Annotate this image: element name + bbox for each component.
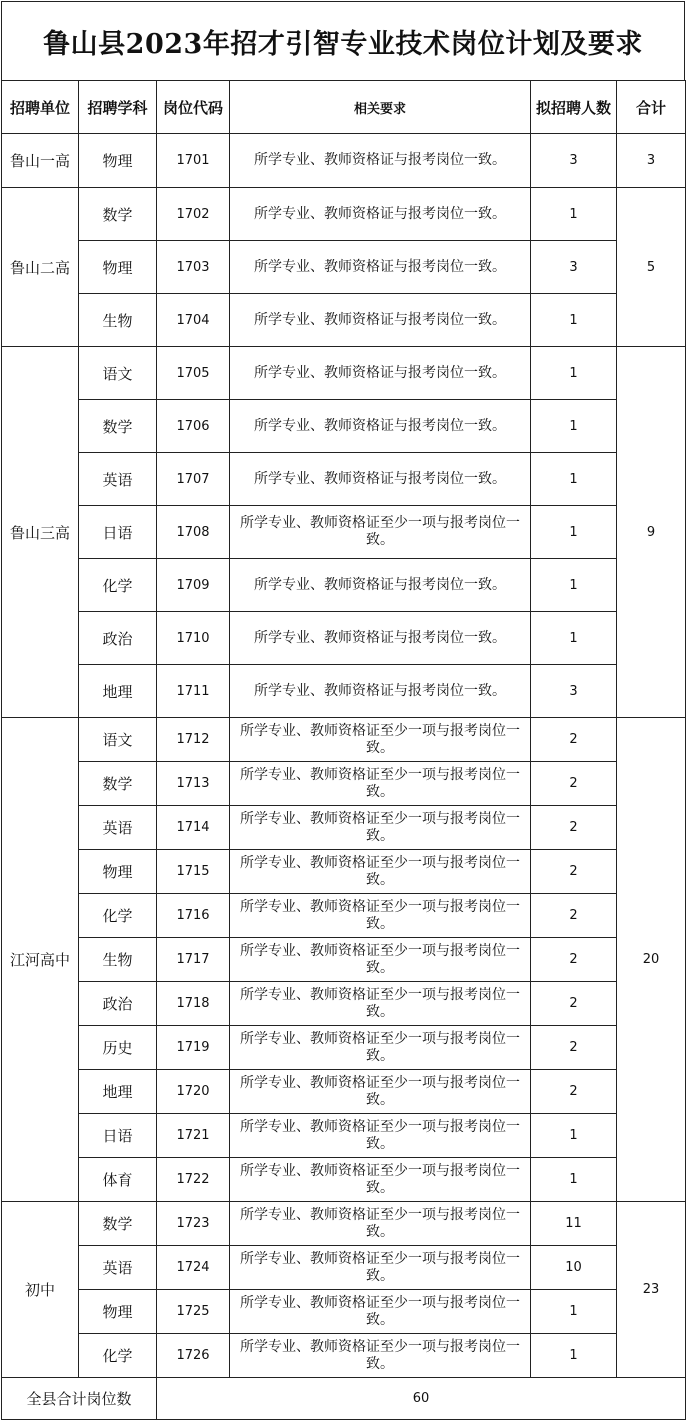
- group-total-cell: 23: [617, 1202, 686, 1378]
- subject-cell: 政治: [79, 612, 157, 665]
- position-code-cell: 1712: [157, 718, 230, 762]
- requirement-cell: 所学专业、教师资格证至少一项与报考岗位一致。: [230, 1114, 531, 1158]
- subject-cell: 数学: [79, 400, 157, 453]
- table-row: [2, 347, 686, 400]
- subject-cell: 数学: [79, 762, 157, 806]
- table-row: [2, 612, 686, 665]
- position-code-cell: 1707: [157, 453, 230, 506]
- table-row: [2, 762, 686, 806]
- position-code-cell: 1709: [157, 559, 230, 612]
- requirement-cell: 所学专业、教师资格证至少一项与报考岗位一致。: [230, 718, 531, 762]
- header-total: 合计: [617, 81, 686, 134]
- hiring-count-cell: 1: [531, 506, 617, 559]
- group-total-cell: 9: [617, 347, 686, 718]
- hiring-count-cell: 2: [531, 982, 617, 1026]
- hiring-count-cell: 1: [531, 347, 617, 400]
- position-code-cell: 1706: [157, 400, 230, 453]
- requirement-cell: 所学专业、教师资格证与报考岗位一致。: [230, 188, 531, 241]
- subject-cell: 数学: [79, 1202, 157, 1246]
- position-code-cell: 1710: [157, 612, 230, 665]
- requirement-cell: 所学专业、教师资格证与报考岗位一致。: [230, 400, 531, 453]
- requirement-cell: 所学专业、教师资格证与报考岗位一致。: [230, 294, 531, 347]
- position-code-cell: 1711: [157, 665, 230, 718]
- hiring-count-cell: 2: [531, 894, 617, 938]
- table-row: [2, 453, 686, 506]
- position-code-cell: 1713: [157, 762, 230, 806]
- hiring-count-cell: 1: [531, 453, 617, 506]
- requirement-cell: 所学专业、教师资格证至少一项与报考岗位一致。: [230, 894, 531, 938]
- subject-cell: 物理: [79, 241, 157, 294]
- position-code-cell: 1723: [157, 1202, 230, 1246]
- subject-cell: 地理: [79, 665, 157, 718]
- hiring-count-cell: 1: [531, 559, 617, 612]
- requirement-cell: 所学专业、教师资格证至少一项与报考岗位一致。: [230, 1202, 531, 1246]
- unit-cell: 鲁山一高: [2, 134, 79, 188]
- position-code-cell: 1722: [157, 1158, 230, 1202]
- unit-cell: 鲁山三高: [2, 347, 79, 718]
- table-row: [2, 559, 686, 612]
- table-row: [2, 1114, 686, 1158]
- hiring-count-cell: 1: [531, 294, 617, 347]
- requirement-cell: 所学专业、教师资格证至少一项与报考岗位一致。: [230, 850, 531, 894]
- table-row: [2, 1070, 686, 1114]
- grand-total-value: 60: [157, 1378, 686, 1420]
- table-row: [2, 1290, 686, 1334]
- table-body: [2, 134, 686, 1378]
- table-row: [2, 938, 686, 982]
- subject-cell: 英语: [79, 806, 157, 850]
- table-row: [2, 294, 686, 347]
- hiring-count-cell: 1: [531, 1114, 617, 1158]
- requirement-cell: 所学专业、教师资格证与报考岗位一致。: [230, 134, 531, 188]
- position-code-cell: 1705: [157, 347, 230, 400]
- table-row: [2, 400, 686, 453]
- requirement-cell: 所学专业、教师资格证至少一项与报考岗位一致。: [230, 806, 531, 850]
- subject-cell: 物理: [79, 134, 157, 188]
- table-row: [2, 188, 686, 241]
- hiring-count-cell: 1: [531, 188, 617, 241]
- requirement-cell: 所学专业、教师资格证与报考岗位一致。: [230, 347, 531, 400]
- position-code-cell: 1701: [157, 134, 230, 188]
- hiring-count-cell: 2: [531, 806, 617, 850]
- requirement-cell: 所学专业、教师资格证至少一项与报考岗位一致。: [230, 1070, 531, 1114]
- subject-cell: 语文: [79, 718, 157, 762]
- hiring-count-cell: 2: [531, 1026, 617, 1070]
- subject-cell: 化学: [79, 559, 157, 612]
- hiring-count-cell: 1: [531, 1158, 617, 1202]
- position-code-cell: 1725: [157, 1290, 230, 1334]
- grand-total-label: 全县合计岗位数: [2, 1378, 157, 1420]
- subject-cell: 语文: [79, 347, 157, 400]
- subject-cell: 英语: [79, 453, 157, 506]
- position-code-cell: 1718: [157, 982, 230, 1026]
- hiring-count-cell: 3: [531, 241, 617, 294]
- table-row: [2, 134, 686, 188]
- requirement-cell: 所学专业、教师资格证至少一项与报考岗位一致。: [230, 1158, 531, 1202]
- header-count: 拟招聘人数: [531, 81, 617, 134]
- position-code-cell: 1721: [157, 1114, 230, 1158]
- requirement-cell: 所学专业、教师资格证至少一项与报考岗位一致。: [230, 1246, 531, 1290]
- table-row: [2, 718, 686, 762]
- position-code-cell: 1708: [157, 506, 230, 559]
- table-row: [2, 1334, 686, 1378]
- hiring-count-cell: 11: [531, 1202, 617, 1246]
- subject-cell: 生物: [79, 294, 157, 347]
- position-code-cell: 1720: [157, 1070, 230, 1114]
- hiring-count-cell: 10: [531, 1246, 617, 1290]
- subject-cell: 生物: [79, 938, 157, 982]
- position-code-cell: 1717: [157, 938, 230, 982]
- hiring-count-cell: 1: [531, 1290, 617, 1334]
- position-code-cell: 1714: [157, 806, 230, 850]
- subject-cell: 地理: [79, 1070, 157, 1114]
- position-code-cell: 1719: [157, 1026, 230, 1070]
- group-total-cell: 20: [617, 718, 686, 1202]
- hiring-count-cell: 1: [531, 612, 617, 665]
- subject-cell: 物理: [79, 850, 157, 894]
- requirement-cell: 所学专业、教师资格证至少一项与报考岗位一致。: [230, 1290, 531, 1334]
- subject-cell: 化学: [79, 894, 157, 938]
- table-header-row: [2, 81, 686, 134]
- hiring-count-cell: 3: [531, 665, 617, 718]
- requirement-cell: 所学专业、教师资格证与报考岗位一致。: [230, 453, 531, 506]
- subject-cell: 体育: [79, 1158, 157, 1202]
- position-code-cell: 1704: [157, 294, 230, 347]
- subject-cell: 英语: [79, 1246, 157, 1290]
- subject-cell: 化学: [79, 1334, 157, 1378]
- requirement-cell: 所学专业、教师资格证至少一项与报考岗位一致。: [230, 982, 531, 1026]
- hiring-count-cell: 1: [531, 400, 617, 453]
- table-row: [2, 1202, 686, 1246]
- requirement-cell: 所学专业、教师资格证至少一项与报考岗位一致。: [230, 1026, 531, 1070]
- requirement-cell: 所学专业、教师资格证至少一项与报考岗位一致。: [230, 762, 531, 806]
- requirement-cell: 所学专业、教师资格证至少一项与报考岗位一致。: [230, 1334, 531, 1378]
- table-row: [2, 1158, 686, 1202]
- position-code-cell: 1716: [157, 894, 230, 938]
- header-code: 岗位代码: [157, 81, 230, 134]
- subject-cell: 政治: [79, 982, 157, 1026]
- position-code-cell: 1715: [157, 850, 230, 894]
- position-code-cell: 1724: [157, 1246, 230, 1290]
- header-subject: 招聘学科: [79, 81, 157, 134]
- header-unit: 招聘单位: [2, 81, 79, 134]
- requirement-cell: 所学专业、教师资格证至少一项与报考岗位一致。: [230, 506, 531, 559]
- table-row: [2, 241, 686, 294]
- hiring-count-cell: 2: [531, 938, 617, 982]
- hiring-count-cell: 1: [531, 1334, 617, 1378]
- requirement-cell: 所学专业、教师资格证与报考岗位一致。: [230, 241, 531, 294]
- grand-total-row: [2, 1378, 686, 1420]
- recruitment-plan-table: [1, 80, 686, 1420]
- requirement-cell: 所学专业、教师资格证与报考岗位一致。: [230, 665, 531, 718]
- table-row: [2, 506, 686, 559]
- subject-cell: 日语: [79, 1114, 157, 1158]
- hiring-count-cell: 2: [531, 1070, 617, 1114]
- subject-cell: 历史: [79, 1026, 157, 1070]
- position-code-cell: 1702: [157, 188, 230, 241]
- subject-cell: 数学: [79, 188, 157, 241]
- hiring-count-cell: 2: [531, 762, 617, 806]
- table-row: [2, 665, 686, 718]
- unit-cell: 初中: [2, 1202, 79, 1378]
- table-row: [2, 850, 686, 894]
- subject-cell: 物理: [79, 1290, 157, 1334]
- hiring-count-cell: 2: [531, 718, 617, 762]
- group-total-cell: 3: [617, 134, 686, 188]
- unit-cell: 鲁山二高: [2, 188, 79, 347]
- table-row: [2, 1246, 686, 1290]
- table-row: [2, 982, 686, 1026]
- requirement-cell: 所学专业、教师资格证与报考岗位一致。: [230, 559, 531, 612]
- table-row: [2, 894, 686, 938]
- hiring-count-cell: 3: [531, 134, 617, 188]
- hiring-count-cell: 2: [531, 850, 617, 894]
- table-row: [2, 806, 686, 850]
- position-code-cell: 1726: [157, 1334, 230, 1378]
- position-code-cell: 1703: [157, 241, 230, 294]
- table-row: [2, 1026, 686, 1070]
- subject-cell: 日语: [79, 506, 157, 559]
- page-title: 鲁山县2023年招才引智专业技术岗位计划及要求: [1, 1, 685, 80]
- header-requirement: 相关要求: [230, 81, 531, 134]
- group-total-cell: 5: [617, 188, 686, 347]
- requirement-cell: 所学专业、教师资格证与报考岗位一致。: [230, 612, 531, 665]
- requirement-cell: 所学专业、教师资格证至少一项与报考岗位一致。: [230, 938, 531, 982]
- unit-cell: 江河高中: [2, 718, 79, 1202]
